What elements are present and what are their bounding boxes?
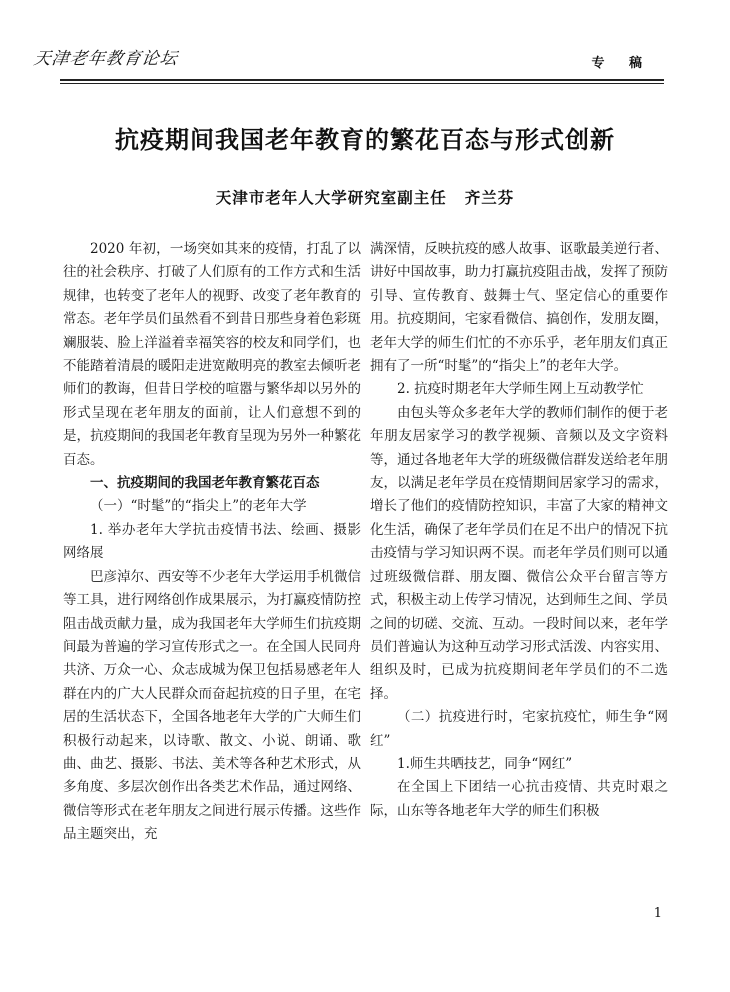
byline [0,186,730,208]
item-heading: 1.师生共晒技艺，同争“网红” [397,755,573,772]
paragraph: 由包头等众多老年大学的教师们制作的便于老年朋友居家学习的教学视频、音频以及文字资料等，通过各地老年大学的班级微信群发送给老年朋友，以满足老年学员在疫情期间居家学习的需求，增长了他们的疫情防控知识，丰富了大家的精神文化生活，确保了老年学员们在足不出户的情况下抗击疫情与学习知识两不误。而老年学员们则可以通过班级微信群、朋友圈、微信公众平台留言等方式，积极主动上传学习情况，达到师生之间、学员之间的切磋、交流、互动。一段时间以来，老年学员们普遍认为这种互动学习形式活泼、内容实用、组织及时，已成为抗疫期间老年学员们的不二选择。 [370,404,668,702]
author-name: 齐兰芬 [464,188,515,207]
journal-masthead: 天津老年教育论坛 [32,49,180,69]
paragraph: 满深情，反映抗疫的感人故事、讴歌最美逆行者、讲好中国故事，助力打赢抗疫阻击战，发挥了预防引导、宣传教育、鼓舞士气、坚定信心的重要作用。抗疫期间，宅家看微信、搞创作，发朋友圈，老年大学的师生们忙的不亦乐乎，老年朋友们真正拥有了一所“时髦”的“指尖上”的老年大学。 [370,241,668,375]
section-heading: 一、抗疫期间的我国老年教育繁花百态 [90,475,320,492]
author-affiliation: 天津市老年人大学研究室副主任 [215,188,447,207]
subsection-heading: （二）抗疫进行时，宅家抗疫忙，师生争“网红” [370,709,668,749]
item-heading: 2. 抗疫时期老年大学师生网上互动教学忙 [397,381,644,398]
page-number: 1 [653,906,662,921]
column-label: 专 稿 [591,56,652,71]
subsection-heading: （一）“时髦”的“指尖上”的老年大学 [90,498,307,515]
item-heading: 1. 举办老年大学抗击疫情书法、绘画、摄影网络展 [63,521,361,562]
right-column [370,238,668,823]
left-column [63,238,361,847]
article-title: 抗疫期间我国老年教育的繁花百态与形式创新 [115,126,615,154]
header-divider [60,79,664,84]
paragraph: 在全国上下团结一心抗击疫情、共克时艰之际，山东等各地老年大学的师生们积极 [370,779,668,819]
paragraph: 2020 年初，一场突如其来的疫情，打乱了以往的社会秩序、打破了人们原有的工作方式和生活规律，也转变了老年人的视野、改变了老年教育的常态。老年学员们虽然看不到昔日那些身着色彩斑斓服装、脸上洋溢着幸福笑容的校友和同学们，也不能踏着清晨的暖阳走进宽敞明亮的教室去倾听老师们的教诲，但昔日学校的喧嚣与繁华却以另外的形式呈现在老年朋友的面前，让人们意想不到的是，抗疫期间的我国老年教育呈现为另外一种繁花百态。 [63,241,361,468]
paragraph: 巴彦淖尔、西安等不少老年大学运用手机微信等工具，进行网络创作成果展示，为打赢疫情防控阻击战贡献力量，成为我国老年大学师生们抗疫期间最为普遍的学习宣传形式之一。在全国人民同舟共济、万众一心、众志成城为保卫包括易感老年人群在内的广大人民群众而奋起抗疫的日子里，在宅居的生活状态下，全国各地老年大学的广大师生们积极行动起来，以诗歌、散文、小说、朗诵、歌曲、曲艺、摄影、书法、美术等各种艺术形式，从多角度、多层次创作出各类艺术作品，通过网络、微信等形式在老年朋友之间进行展示传播。这些作品主题突出，充 [63,568,361,843]
